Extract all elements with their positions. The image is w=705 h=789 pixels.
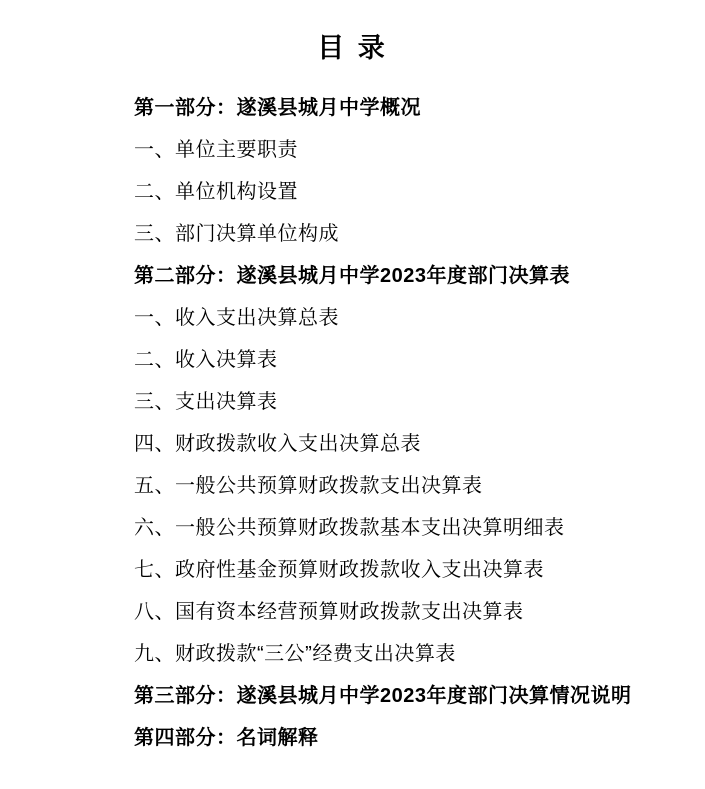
toc-item: 二、单位机构设置 xyxy=(134,181,298,203)
toc-item: 九、财政拨款“三公”经费支出决算表 xyxy=(134,643,456,665)
toc-item: 四、财政拨款收入支出决算总表 xyxy=(134,433,421,455)
toc-section-heading: 第二部分：遂溪县城月中学2023年度部门决算表 xyxy=(134,265,570,287)
toc-item: 三、支出决算表 xyxy=(134,391,278,413)
toc-list xyxy=(0,87,705,759)
toc-item: 二、收入决算表 xyxy=(134,349,278,371)
toc-section-heading: 第四部分：名词解释 xyxy=(134,727,319,749)
toc-section-heading: 第三部分：遂溪县城月中学2023年度部门决算情况说明 xyxy=(134,685,632,707)
toc-item: 五、一般公共预算财政拨款支出决算表 xyxy=(134,475,483,497)
page-title: 目 录 xyxy=(317,33,388,63)
toc-item: 一、单位主要职责 xyxy=(134,139,298,161)
toc-item: 八、国有资本经营预算财政拨款支出决算表 xyxy=(134,601,524,623)
toc-section-heading: 第一部分：遂溪县城月中学概况 xyxy=(134,97,421,119)
toc-item: 六、一般公共预算财政拨款基本支出决算明细表 xyxy=(134,517,565,539)
toc-item: 七、政府性基金预算财政拨款收入支出决算表 xyxy=(134,559,544,581)
toc-item: 三、部门决算单位构成 xyxy=(134,223,339,245)
toc-item: 一、收入支出决算总表 xyxy=(134,307,339,329)
